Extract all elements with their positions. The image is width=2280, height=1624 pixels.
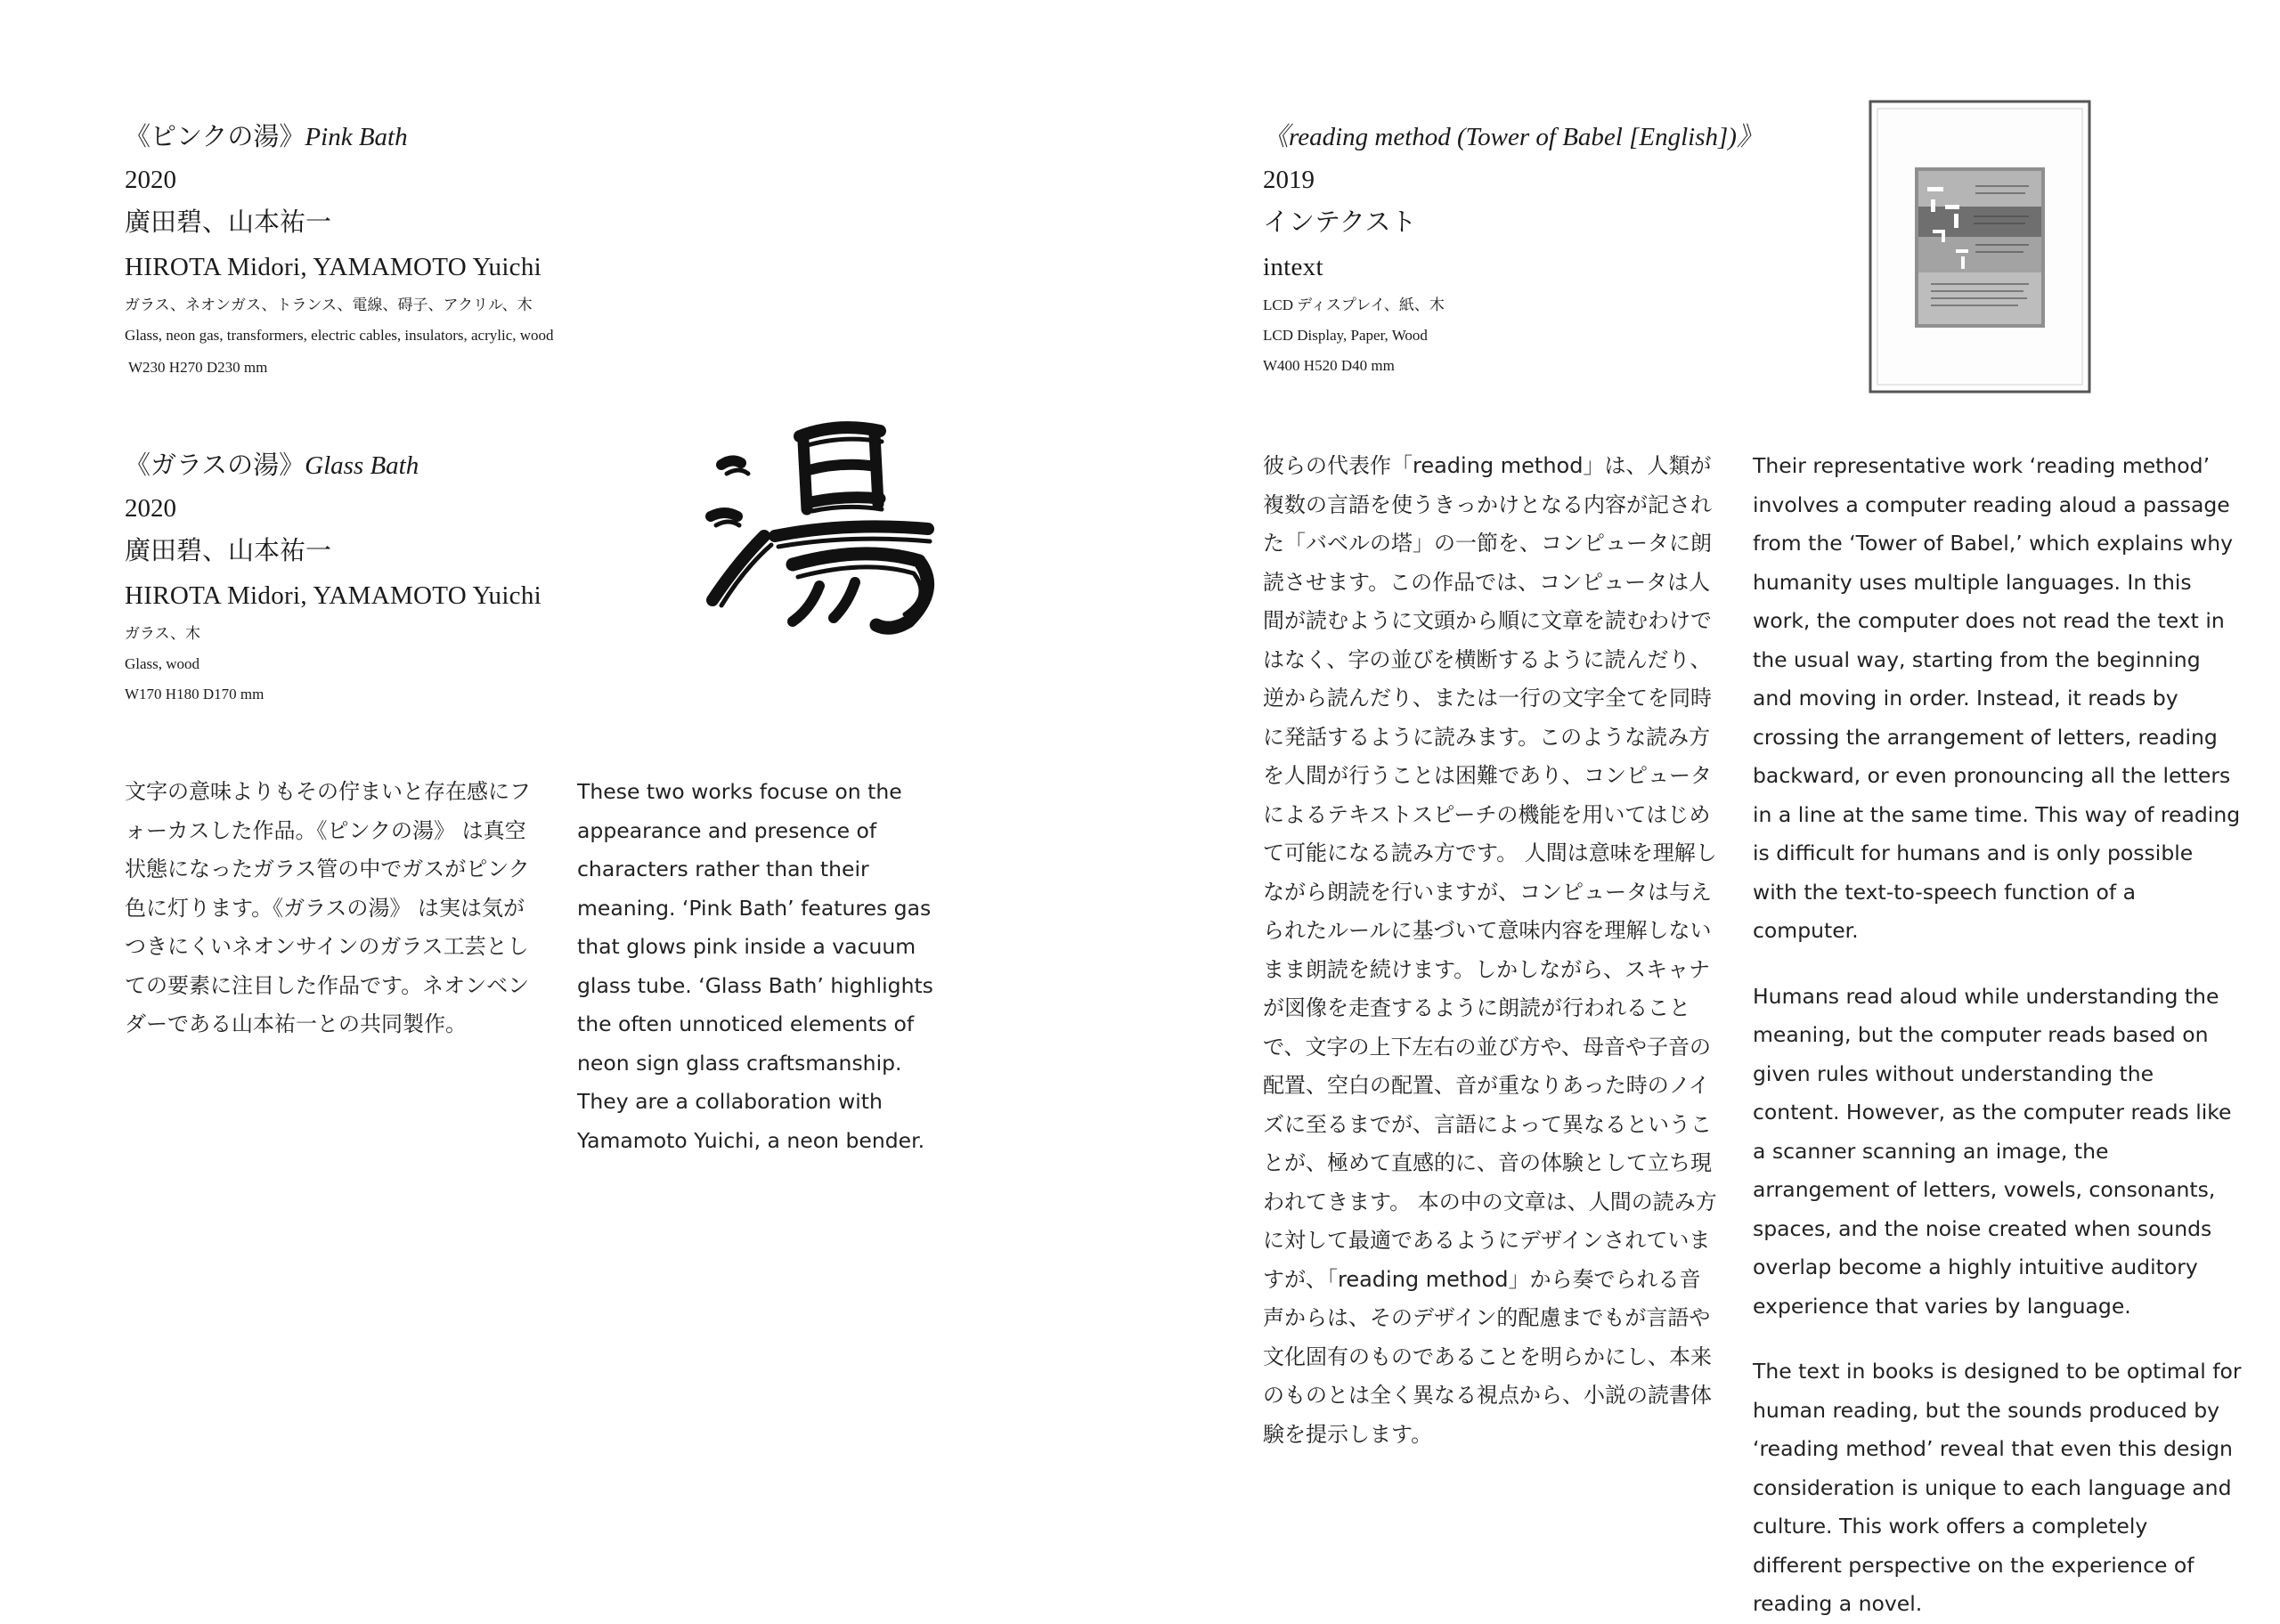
work-caption-pink-bath [125, 121, 554, 378]
description-en [577, 773, 956, 1160]
dimensions: W170 H180 D170 mm [125, 686, 265, 702]
materials-ja: ガラス、木 [125, 625, 200, 642]
work-title [1263, 121, 1763, 153]
artist-name-ja: 廣田碧、山本祐一 [125, 537, 332, 565]
description-en-paragraph: Their representative work ‘reading method’ involves a computer reading aloud a passage from the ‘Tower of Babel,’ which explains why humanity uses multiple languages. In this work, the computer does not read the text in the usual way, starting from the beginning and moving in order. Instead, it reads by crossing the arrangement of letters, reading backward, or even pronouncing all the letters in a line at the same time. This way of reading is difficult for humans and is only possible with the text-to-speech function of a computer. [1753, 453, 2241, 943]
description-ja-text: 文字の意味よりもその佇まいと存在感にフォーカスした作品。《ピンクの湯》 は真空状態になったガラス管の中でガスがピンク色に灯ります。《ガラスの湯》 は実は気がつきにくいネオンサインのガラス工芸としての要素に注目した作品です。ネオンベンダーである山本祐一との共同製作。 [125, 779, 531, 1036]
description-ja [125, 773, 543, 1044]
description-en-paragraph: Humans read aloud while understanding the meaning, but the computer reads based on given rules without understanding the content. However, as the computer reads like a scanner scanning an image, the arrangement of letters, vowels, consonants, spaces, and the noise created when sounds overlap become a highly intuitive auditory experience that varies by language. [1753, 983, 2232, 1319]
artist-name-ja: 廣田碧、山本祐一 [125, 208, 332, 237]
work-title-ja: 《ガラスの湯》 [125, 451, 305, 480]
materials-en: Glass, neon gas, transformers, electric cables, insulators, acrylic, wood [125, 327, 554, 344]
artist-name-ja: インテクスト [1263, 208, 1417, 237]
work-title [125, 121, 554, 153]
artist-name-en: HIROTA Midori, YAMAMOTO Yuichi [125, 253, 542, 281]
materials-en: LCD Display, Paper, Wood [1263, 327, 1428, 344]
work-title-en: 《reading method (Tower of Babel [English])》 [1263, 123, 1763, 151]
work-title [125, 450, 542, 482]
work-year: 2020 [125, 166, 176, 194]
materials-en: Glass, wood [125, 655, 200, 672]
artist-name-en: intext [1263, 253, 1323, 281]
materials-ja: ガラス、ネオンガス、トランス、電線、碍子、アクリル、木 [125, 296, 533, 313]
work-title-en: Glass Bath [305, 451, 419, 480]
brush-glyph-artwork [686, 411, 953, 643]
dimensions: W400 H520 D40 mm [1263, 357, 1395, 374]
description-en [1753, 447, 2243, 1624]
work-caption-reading-method [1263, 121, 1763, 376]
artist-name-en: HIROTA Midori, YAMAMOTO Yuichi [125, 581, 542, 610]
work-title-en: Pink Bath [305, 123, 408, 151]
work-year: 2020 [125, 494, 176, 523]
description-en-paragraph: The text in books is designed to be optimal for human reading, but the sounds produced by ‘reading method’ reveal that even this design consideration is unique to each language and culture. This work offers a completely different perspective on the experience of reading a novel. [1753, 1359, 2242, 1616]
work-title-ja: 《ピンクの湯》 [125, 123, 305, 151]
description-ja [1263, 447, 1719, 1454]
dimensions: W230 H270 D230 mm [128, 359, 268, 376]
work-caption-glass-bath [125, 450, 542, 704]
framed-artwork-photo [1869, 100, 2091, 394]
materials-ja: LCD ディスプレイ、紙、木 [1263, 296, 1445, 313]
description-ja-text: 彼らの代表作「reading method」は、人類が複数の言語を使うきっかけとなる内容が記された「バベルの塔」の一節を、コンピュータに朗読させます。この作品では、コンピュータは人間が読むように文頭から順に文章を読むわけではなく、字の並びを横断するように読んだり、逆から読んだり、または一行の文字全てを同時に発話するように読みます。このような読み方を人間が行うことは困難であり、コンピュータによるテキストスピーチの機能を用いてはじめて可能になる読み方です。 人間は意味を理解しながら朗読を行いますが、コンピュータは与えられたルールに基づいて意味内容を理解しないまま朗読を続けます。しかしながら、スキャナが図像を走査するように朗読が行われることで、文字の上下左右の並び方や、母音や子音の配置、空白の配置、音が重なりあった時のノイズに至るまでが、言語によって異なるということが、極めて直感的に、音の体験として立ち現われてきます。 本の中の文章は、人間の読み方に対して最適であるようにデザインされていますが、「reading method」から奏でられる音声からは、そのデザイン的配慮までもが言語や文化固有のものであることを明らかにし、本来のものとは全く異なる視点から、小説の読書体験を提示します。 [1263, 453, 1717, 1447]
description-en-text: These two works focuse on the appearance and presence of characters rather than their meaning. ‘Pink Bath’ features gas that glows pink inside a vacuum glass tube. ‘Glass Bath’ highlights the often unnoticed elements of neon sign glass craftsmanship. They are a collaboration with Yamamoto Yuichi, a neon bender. [577, 779, 933, 1153]
work-year: 2019 [1263, 166, 1315, 194]
brush-glyph-image [686, 411, 953, 643]
framed-artwork-image [1869, 100, 2091, 394]
